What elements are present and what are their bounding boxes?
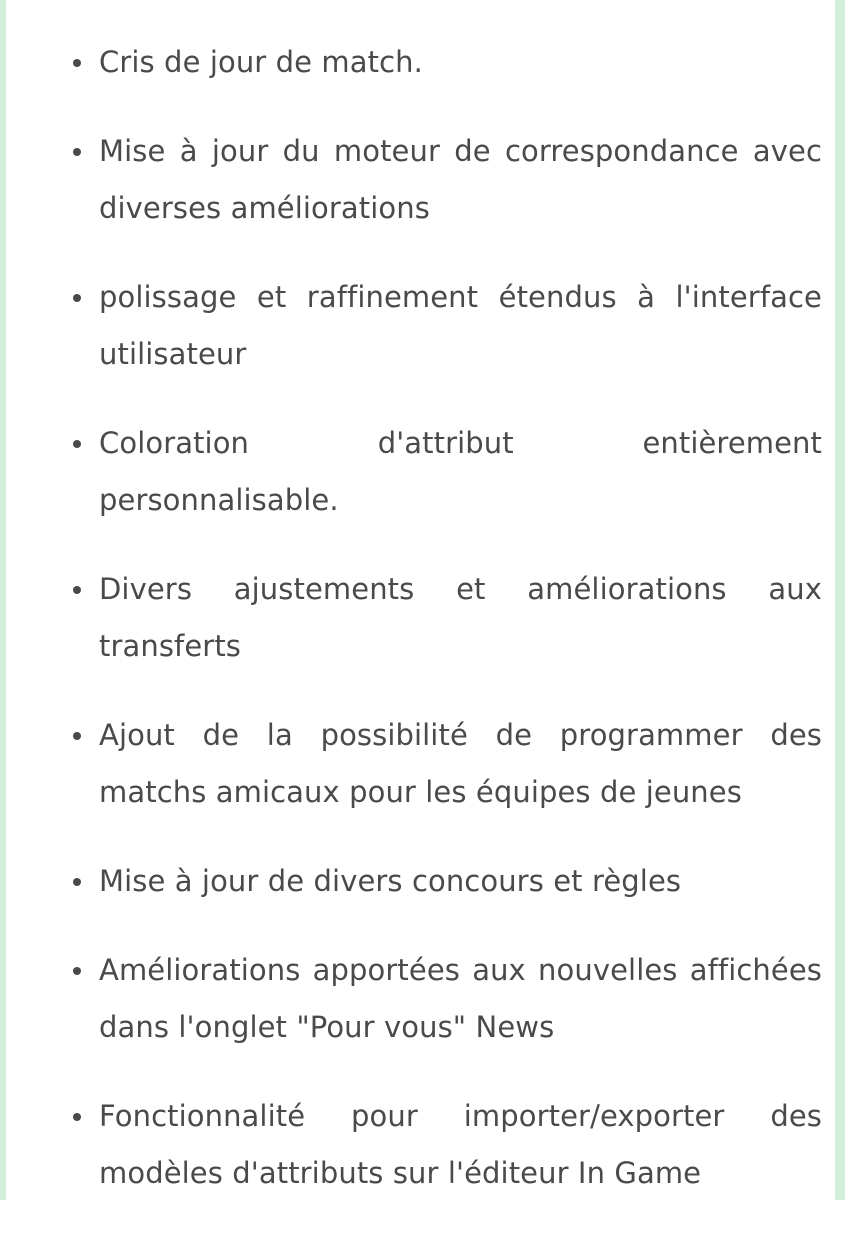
list-item-text: Ajout de la possibilité de programmer des matchs amicaux pour les équipes de jeunes (99, 718, 822, 809)
list-item (72, 415, 822, 529)
list-item (72, 853, 822, 910)
bullet-icon (73, 586, 81, 594)
list-item-text: Mise à jour du moteur de correspondance avec diverses améliorations (99, 134, 822, 225)
bullet-icon (73, 1113, 81, 1121)
list-item (72, 561, 822, 675)
list-item (72, 1088, 822, 1202)
list-item-text: Fonctionnalité pour importer/exporter des modèles d'attributs sur l'éditeur In Game (99, 1099, 822, 1190)
list-item-text: Divers ajustements et améliorations aux transferts (99, 572, 822, 663)
list-item (72, 34, 822, 91)
list-item-text: Mise à jour de divers concours et règles (99, 864, 682, 898)
bullet-icon (73, 440, 81, 448)
bullet-icon (73, 732, 81, 740)
list-item-text: Coloration d'attribut entièrement personnalisable. (99, 426, 822, 517)
feature-list (72, 34, 822, 1234)
list-item-text: Cris de jour de match. (99, 45, 423, 79)
bullet-icon (73, 878, 81, 886)
bullet-icon (73, 148, 81, 156)
bullet-icon (73, 59, 81, 67)
list-item (72, 269, 822, 383)
list-item (72, 942, 822, 1056)
bullet-icon (73, 294, 81, 302)
list-item (72, 707, 822, 821)
list-item-text: Améliorations apportées aux nouvelles affichées dans l'onglet "Pour vous" News (99, 953, 822, 1044)
list-item (72, 123, 822, 237)
list-item-text: polissage et raffinement étendus à l'interface utilisateur (99, 280, 822, 371)
bullet-icon (73, 967, 81, 975)
